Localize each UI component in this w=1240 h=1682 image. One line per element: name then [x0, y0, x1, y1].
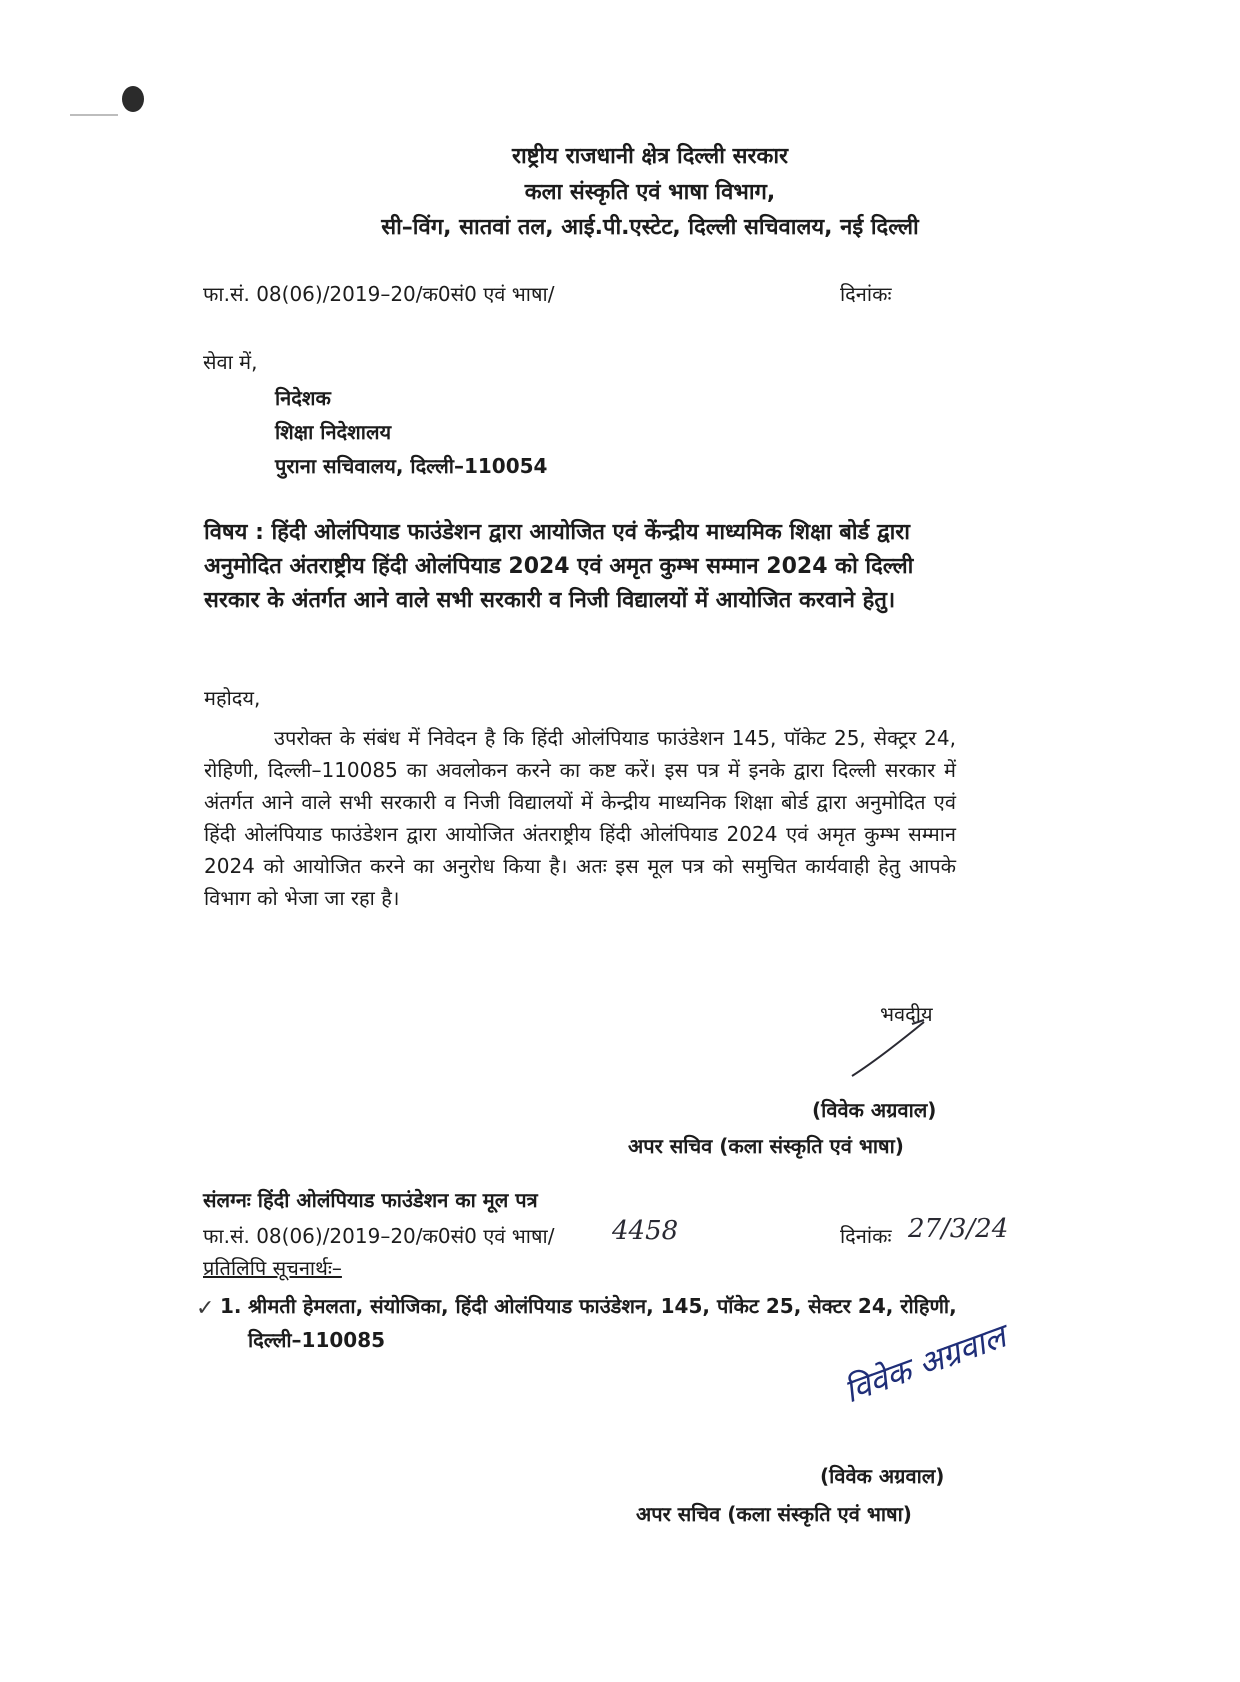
file-number: फा.सं. 08(06)/2019–20/क0सं0 एवं भाषा/	[203, 282, 555, 306]
signatory-name-2: (विवेक अग्रवाल)	[820, 1464, 945, 1488]
date-label: दिनांकः	[840, 282, 892, 306]
enclosure: संलग्नः हिंदी ओलंपियाड फाउंडेशन का मूल पत्र	[203, 1188, 538, 1212]
list-item: श्रीमती हेमलता, संयोजिका, हिंदी ओलंपियाड फाउंडेशन, 145, पॉकेट 25, सेक्टर 24, रोहिणी, दिल्ली–110085	[248, 1294, 957, 1352]
header-address: सी–विंग, सातवां तल, आई.पी.एस्टेट, दिल्ली सचिवालय, नई दिल्ली	[381, 215, 919, 240]
file-number-2: फा.सं. 08(06)/2019–20/क0सं0 एवं भाषा/	[203, 1224, 555, 1248]
subject: विषय : हिंदी ओलंपियाड फाउंडेशन द्वारा आयोजित एवं केंन्द्रीय माध्यमिक शिक्षा बोर्ड द्वारा अनुमोदित अंतराष्ट्रीय हिंदी ओलंपियाड 2024 एवं अमृत कुम्भ सम्मान 2024 को दिल्ली सरकार के अंतर्गत आने वाले सभी सरकारी व निजी विद्यालयों में आयोजित करवाने हेतु।	[204, 520, 914, 613]
copy-to-list	[220, 1289, 970, 1357]
header-government: राष्ट्रीय राजधानी क्षेत्र दिल्ली सरकार	[511, 144, 789, 169]
signatory-designation: अपर सचिव (कला संस्कृति एवं भाषा)	[628, 1134, 904, 1158]
handwritten-date: 27/3/24	[908, 1214, 1009, 1244]
signatory-name: (विवेक अग्रवाल)	[812, 1098, 937, 1122]
recipient-address: पुराना सचिवालय, दिल्ली–110054	[275, 454, 548, 478]
punch-hole	[122, 86, 144, 112]
signature-stroke	[850, 1018, 930, 1078]
handwritten-dispatch-number: 4458	[612, 1216, 679, 1246]
greeting: महोदय,	[204, 686, 261, 710]
copy-to-label: प्रतिलिपि सूचनार्थः–	[203, 1256, 342, 1280]
closing: भवदीय	[880, 1002, 933, 1026]
body-paragraph: उपरोक्त के संबंध में निवेदन है कि हिंदी ओलंपियाड फाउंडेशन 145, पॉकेट 25, सेक्ट्रर 24, रोहिणी, दिल्ली–110085 का अवलोकन करने का कष्ट करें। इस पत्र में इनके द्वारा दिल्ली सरकार में अंतर्गत आने वाले सभी सरकारी व निजी विद्यालयों में केन्द्रीय माध्यनिक शिक्षा बोर्ड द्वारा अनुमोदित एवं हिंदी ओलंपियाड फाउंडेशन द्वारा आयोजित अंतराष्ट्रीय हिंदी ओलंपियाड 2024 एवं अमृत कुम्भ सम्मान 2024 को आयोजित करने का अनुरोध किया है। अतः इस मूल पत्र को समुचित कार्यवाही हेतु आपके विभाग को भेजा जा रहा है।	[204, 726, 956, 910]
signatory-designation-2: अपर सचिव (कला संस्कृति एवं भाषा)	[636, 1502, 912, 1526]
to-label: सेवा में,	[203, 350, 258, 374]
date-label-2: दिनांकः	[840, 1224, 892, 1248]
recipient-office: शिक्षा निदेशालय	[275, 420, 392, 444]
recipient-designation: निदेशक	[275, 386, 331, 410]
header-department: कला संस्कृति एवं भाषा विभाग,	[524, 180, 776, 205]
check-mark-icon: ✓	[196, 1296, 215, 1321]
scan-mark	[70, 114, 118, 116]
list-item-number: 1.	[220, 1294, 242, 1318]
handwritten-signature: विवेक अग्रवाल	[839, 1317, 1011, 1411]
